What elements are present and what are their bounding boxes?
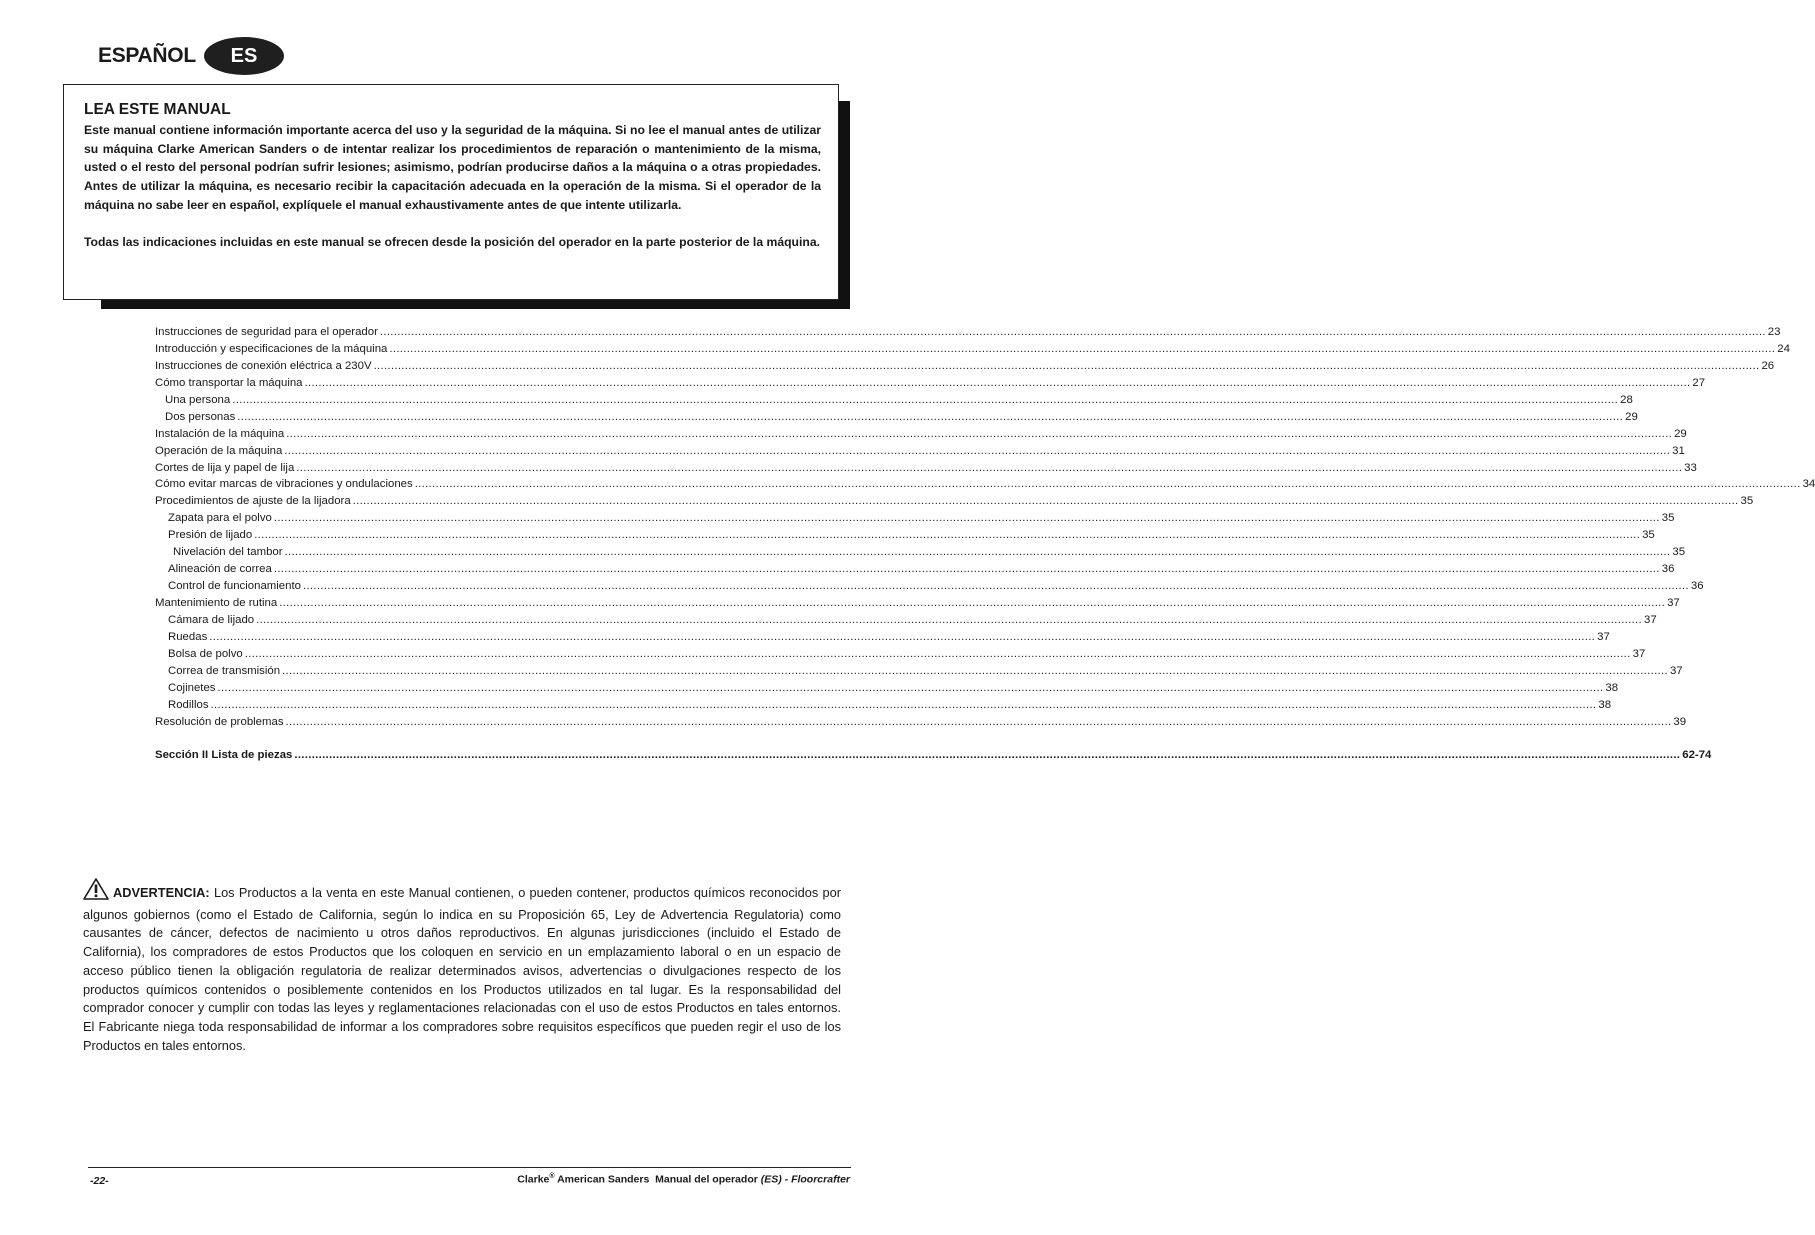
toc-entry [155, 512, 1675, 529]
toc-entry-page: 35 [1661, 512, 1675, 525]
toc-entry-page: 39 [1673, 715, 1687, 728]
toc-entry [155, 681, 1619, 699]
toc-leader-dots: ................................................................................................................................................................................................................................................................................................................................................................................................................ [302, 580, 1689, 593]
warning-triangle-icon [83, 878, 109, 906]
notice-box [63, 84, 839, 300]
toc-entry-page: 37 [1667, 597, 1680, 609]
toc-entry-page: 62-74 [1682, 748, 1712, 761]
toc-entry-title: Cámara de lijado [168, 613, 255, 626]
footer-rule [88, 1167, 851, 1168]
footer-page-number: -22- [90, 1175, 109, 1187]
toc-entry-title: Zapata para el polvo [168, 512, 272, 525]
toc-entry-page: 38 [1598, 698, 1612, 711]
toc-entry-title: Ruedas [168, 630, 208, 643]
toc-entry-title: Sección II Lista de piezas [155, 748, 293, 761]
toc-entry-page: 35 [1672, 546, 1686, 559]
toc-entry-page: 37 [1643, 613, 1657, 626]
toc-leader-dots: ................................................................................................................................................................................................................................................................................................................................................................................................................ [286, 427, 1673, 440]
toc-leader-dots: ................................................................................................................................................................................................................................................................................................................................................................................................................ [285, 715, 1672, 728]
toc-leader-dots: ................................................................................................................................................................................................................................................................................................................................................................................................................ [256, 613, 1642, 626]
toc-entry-title: Dos personas [165, 410, 236, 423]
footer-brand-rest: American Sanders Manual del operador [554, 1173, 761, 1186]
toc-entry [155, 715, 1687, 733]
toc-entry [155, 597, 1680, 614]
language-label: ESPAÑOL [98, 44, 196, 67]
toc-entry-title: Cortes de lija y papel de lija [155, 461, 295, 474]
toc-entry-title: Una persona [165, 393, 231, 406]
toc-leader-dots: ................................................................................................................................................................................................................................................................................................................................................................................................................ [273, 563, 1660, 576]
toc-leader-dots: ................................................................................................................................................................................................................................................................................................................................................................................................................ [304, 376, 1691, 389]
toc-entry-title: Cojinetes [168, 681, 216, 694]
toc-entry [155, 376, 1706, 394]
toc-leader-dots: ................................................................................................................................................................................................................................................................................................................................................................................................................ [282, 664, 1668, 677]
toc-leader-dots: ................................................................................................................................................................................................................................................................................................................................................................................................................ [294, 748, 1681, 761]
toc-entry-page: 29 [1674, 427, 1687, 440]
toc-leader-dots: ................................................................................................................................................................................................................................................................................................................................................................................................................ [296, 461, 1683, 474]
toc-leader-dots: ................................................................................................................................................................................................................................................................................................................................................................................................................ [210, 698, 1597, 711]
registered-mark: ® [549, 1173, 555, 1180]
warning-label: ADVERTENCIA: [113, 885, 210, 900]
toc-leader-dots: ................................................................................................................................................................................................................................................................................................................................................................................................................ [379, 326, 1766, 338]
toc-leader-dots: ................................................................................................................................................................................................................................................................................................................................................................................................................ [373, 359, 1760, 372]
toc-entry [155, 495, 1754, 512]
notice-paragraph-2: Todas las indicaciones incluidas en este manual se ofrecen desde la posición del operador en la parte posterior de la máquina. [84, 234, 820, 249]
toc-entry-title: Presión de lijado [168, 529, 253, 542]
toc-leader-dots: ................................................................................................................................................................................................................................................................................................................................................................................................................ [279, 597, 1666, 609]
toc-leader-dots: ................................................................................................................................................................................................................................................................................................................................................................................................................ [254, 529, 1641, 542]
footer-title [517, 1173, 850, 1186]
toc-entry [155, 342, 1790, 360]
toc-leader-dots: ................................................................................................................................................................................................................................................................................................................................................................................................................ [237, 410, 1624, 423]
toc-leader-dots: ................................................................................................................................................................................................................................................................................................................................................................................................................ [273, 512, 1660, 525]
toc-entry [155, 393, 1633, 411]
notice-paragraph-1: Este manual contiene información importante acerca del uso y la seguridad de la máquina. Si no lee el manual antes de utilizar su máquina Clarke American Sanders o de intentar realizar los procedimientos de reparación o mantenimiento de la misma, usted o el resto del personal podrían sufrir lesiones; asimismo, podrían producirse daños a la máquina o a otras propiedades. Antes de utilizar la máquina, es necesario recibir la capacitación adecuada en la operación de la misma. Si el operador de la máquina no sabe leer en español, explíquele el manual exhaustivamente antes de que intente utilizarla. [84, 123, 821, 212]
language-code-badge: ES [204, 37, 284, 75]
toc-entry [155, 444, 1685, 462]
toc-entry-title: Instrucciones de conexión eléctrica a 230V [155, 359, 372, 372]
toc-entry-page: 37 [1597, 630, 1610, 643]
toc-entry [155, 748, 1712, 766]
toc-entry-page: 35 [1642, 529, 1655, 542]
table-of-contents [155, 326, 1815, 765]
toc-entry [155, 427, 1687, 445]
footer-edition: (ES) - Floorcrafter [760, 1173, 850, 1186]
toc-leader-dots: ................................................................................................................................................................................................................................................................................................................................................................................................................ [352, 495, 1739, 508]
toc-entry-title: Resolución de problemas [155, 715, 284, 728]
toc-entry-page: 28 [1620, 393, 1633, 406]
toc-entry-title: Instalación de la máquina [155, 427, 285, 440]
toc-entry-page: 27 [1692, 376, 1706, 389]
toc-entry [155, 613, 1657, 631]
toc-entry-title: Control de funcionamiento [168, 580, 301, 593]
toc-leader-dots: ................................................................................................................................................................................................................................................................................................................................................................................................................ [209, 630, 1596, 643]
toc-entry-title: Operación de la máquina [155, 444, 283, 457]
notice-title: LEA ESTE MANUAL [84, 101, 231, 118]
toc-entry [155, 698, 1612, 716]
toc-entry [155, 630, 1610, 648]
toc-leader-dots: ................................................................................................................................................................................................................................................................................................................................................................................................................ [389, 342, 1776, 355]
toc-entry-page: 26 [1761, 359, 1775, 372]
toc-entry-title: Procedimientos de ajuste de la lijadora [155, 495, 351, 508]
toc-entry [155, 563, 1675, 580]
toc-entry-page: 34 [1802, 478, 1815, 491]
toc-entry-title: Mantenimiento de rutina [155, 597, 278, 609]
footer-brand: Clarke [517, 1173, 550, 1186]
toc-entry-page: 29 [1625, 410, 1638, 423]
toc-entry-page: 38 [1605, 681, 1619, 694]
warning-block [83, 878, 841, 1055]
toc-entry-title: Alineación de correa [168, 563, 272, 576]
toc-leader-dots: ................................................................................................................................................................................................................................................................................................................................................................................................................ [284, 444, 1671, 457]
toc-entry-page: 36 [1661, 563, 1675, 576]
toc-entry [155, 664, 1683, 682]
toc-entry-page: 37 [1632, 647, 1646, 660]
toc-entry-page: 37 [1669, 664, 1683, 677]
toc-leader-dots: ................................................................................................................................................................................................................................................................................................................................................................................................................ [217, 681, 1604, 694]
toc-entry [155, 461, 1697, 479]
toc-entry-title: Cómo transportar la máquina [155, 376, 303, 389]
toc-entry-page: 33 [1684, 461, 1697, 474]
toc-entry [155, 478, 1815, 495]
toc-leader-dots: ................................................................................................................................................................................................................................................................................................................................................................................................................ [284, 546, 1671, 559]
toc-entry-page: 24 [1777, 342, 1790, 355]
toc-entry [155, 546, 1686, 563]
toc-entry [155, 529, 1655, 546]
toc-entry [155, 580, 1704, 597]
toc-entry-page: 36 [1690, 580, 1704, 593]
warning-text: Los Productos a la venta en este Manual contienen, o pueden contener, productos químicos reconocidos por algunos gobiernos (como el Estado de California, según lo indica en su Proposición 65, Ley de Advertencia Regulatoria) como causantes de cáncer, defectos de nacimiento u otros daños reproductivos. En algunas jurisdicciones (incluido el Estado de California), los compradores de estos Productos que los coloquen en servicio en un emplazamiento laboral o en un espacio de acceso público tienen la obligación regulatoria de realizar determinados avisos, advertencias o divulgaciones respecto de los productos químicos contenidos o posiblemente contenidos en los Productos utilizados en tal lugar. Es la responsabilidad del comprador conocer y cumplir con todas las leyes y reglamentaciones relacionadas con el uso de estos Productos en tales entornos. El Fabricante niega toda responsabilidad de informar a los compradores sobre requisitos específicos que pueden regir el uso de los Productos en tales entornos. [83, 885, 842, 1053]
toc-entry-title: Instrucciones de seguridad para el operador [155, 326, 378, 338]
toc-entry-title: Rodillos [168, 698, 209, 711]
toc-leader-dots: ................................................................................................................................................................................................................................................................................................................................................................................................................ [232, 393, 1619, 406]
toc-entry-title: Introducción y especificaciones de la máquina [155, 342, 388, 355]
toc-leader-dots: ................................................................................................................................................................................................................................................................................................................................................................................................................ [414, 478, 1801, 491]
toc-entry [155, 410, 1638, 428]
toc-entry-title: Cómo evitar marcas de vibraciones y ondulaciones [155, 478, 413, 491]
toc-entry [155, 359, 1775, 377]
toc-entry-title: Correa de transmisión [168, 664, 281, 677]
toc-entry [155, 326, 1781, 343]
toc-entry [155, 647, 1646, 665]
toc-entry-page: 31 [1672, 444, 1685, 457]
toc-leader-dots: ................................................................................................................................................................................................................................................................................................................................................................................................................ [244, 647, 1631, 660]
toc-entry-page: 35 [1740, 495, 1754, 508]
toc-entry-title: Nivelación del tambor [173, 546, 283, 559]
toc-entry-page: 23 [1767, 326, 1781, 338]
toc-entry-title: Bolsa de polvo [168, 647, 243, 660]
